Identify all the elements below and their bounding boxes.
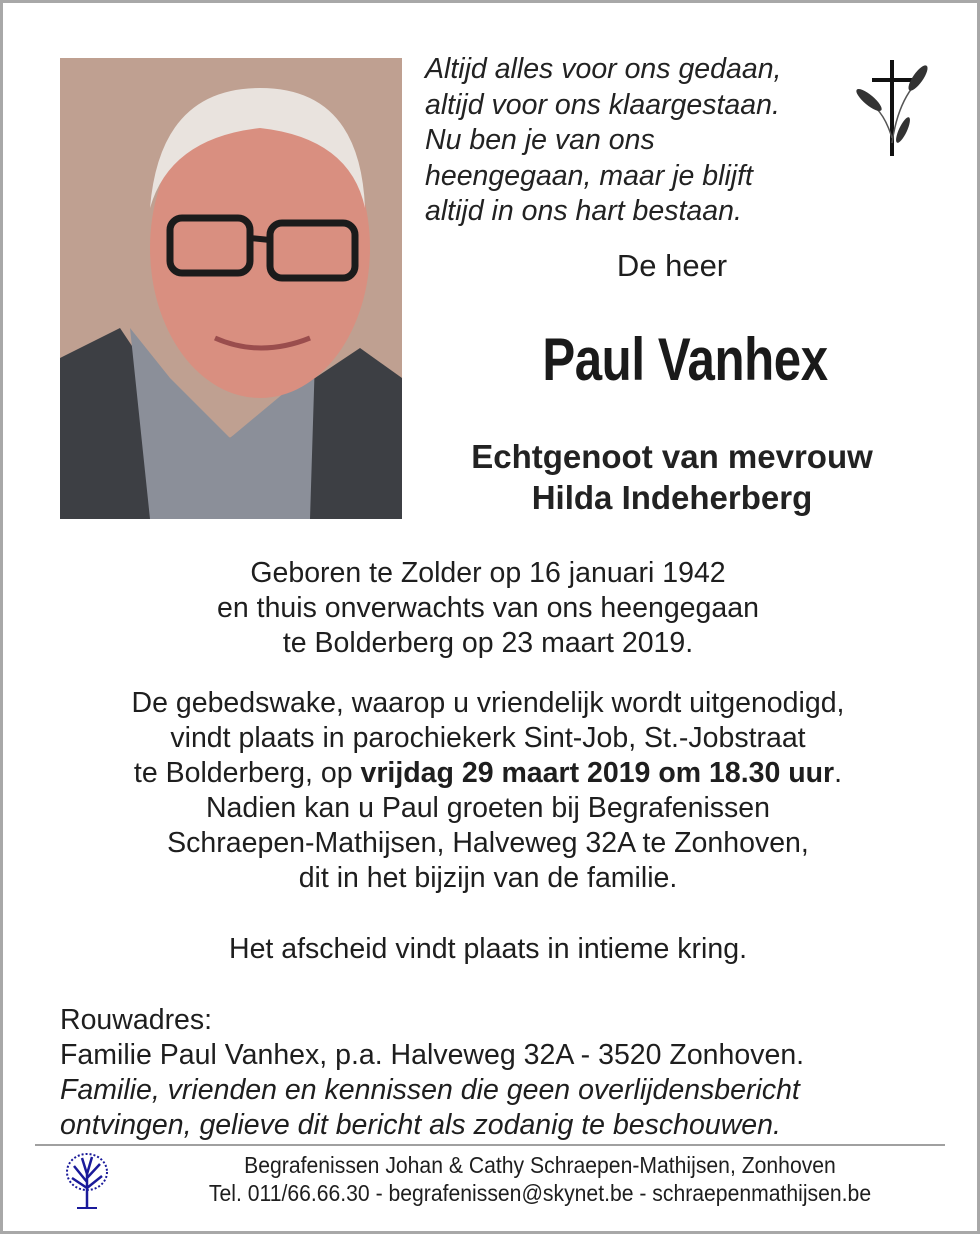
poem-line: altijd in ons hart bestaan. (425, 195, 742, 227)
divider (35, 1144, 945, 1146)
text-line: te Bolderberg op 23 maart 2019. (282, 627, 694, 659)
text-line: Geboren te Zolder op 16 januari 1942 (250, 557, 726, 589)
cross-with-wheat-icon (852, 58, 932, 158)
text-line: Nadien kan u Paul groeten bij Begrafenissen (205, 792, 771, 824)
birth-death-info (40, 556, 936, 661)
poem-line: Altijd alles voor ons gedaan, (425, 53, 782, 85)
title-prefix: De heer (616, 248, 728, 283)
address-note: ontvingen, gelieve dit bericht als zodanig te beschouwen. (60, 1109, 781, 1141)
spouse-line: Hilda Indeherberg (531, 479, 813, 516)
mourning-address (60, 1003, 804, 1143)
text-line: Schraepen-Mathijsen, Halveweg 32A te Zonhoven, (167, 827, 809, 859)
address-note: Familie, vrienden en kennissen die geen overlijdensbericht (60, 1074, 800, 1106)
text-line: dit in het bijzijn van de familie. (298, 862, 678, 894)
text: . (834, 757, 843, 789)
deceased-name: Paul Vanhex (542, 326, 828, 393)
funeral-home-footer (144, 1151, 935, 1207)
text-line: De gebedswake, waarop u vriendelijk wordt uitgenodigd, (131, 687, 845, 719)
text-line: en thuis onverwachts van ons heengegaan (217, 592, 759, 624)
poem-line: heengegaan, maar je blijft (425, 159, 753, 192)
text: te Bolderberg, op (133, 757, 361, 789)
poem-line: altijd voor ons klaargestaan. (425, 88, 780, 121)
spouse-info (430, 436, 914, 518)
address-label: Rouwadres: (60, 1004, 213, 1036)
funeral-home-name: Begrafenissen Johan & Cathy Schraepen-Mathijsen, Zonhoven (244, 1152, 836, 1178)
portrait-photo (60, 58, 402, 519)
tree-logo-icon (62, 1152, 112, 1210)
farewell-info: Het afscheid vindt plaats in intieme kring. (228, 933, 747, 965)
wake-info (40, 686, 936, 896)
text-line: vindt plaats in parochiekerk Sint-Job, St.-Jobstraat (170, 722, 806, 754)
address-line: Familie Paul Vanhex, p.a. Halveweg 32A - 3520 Zonhoven. (60, 1039, 805, 1071)
poem-line: Nu ben je van ons (425, 124, 655, 156)
poem (425, 52, 781, 230)
spouse-line: Echtgenoot van mevrouw (471, 438, 873, 475)
wake-datetime: vrijdag 29 maart 2019 om 18.30 uur (360, 757, 835, 789)
text-line (40, 756, 936, 791)
funeral-home-contact: Tel. 011/66.66.30 - begrafenissen@skynet.be - schraepenmathijsen.be (208, 1180, 872, 1206)
